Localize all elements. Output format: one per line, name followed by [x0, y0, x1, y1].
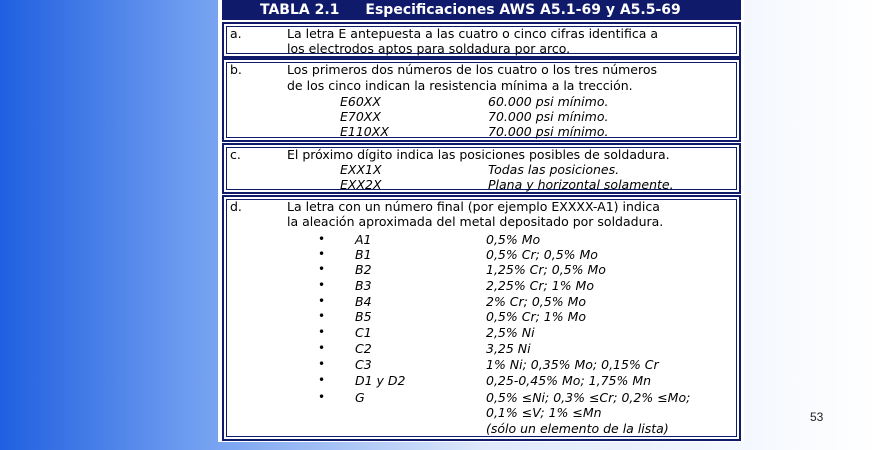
section-b-line-1: Los primeros dos números de los cuatro o los tres números [287, 62, 658, 77]
list-item-value: 1,25% Cr; 0,5% Mo [486, 262, 606, 277]
slide-background [0, 0, 218, 450]
list-bullet: • [318, 247, 326, 261]
section-d-line-1: La letra con un número final (por ejemplo EXXXX-A1) indica [287, 199, 660, 214]
section-a-line-2: los electrodos aptos para soldadura por arco. [287, 41, 571, 56]
section-a-line-1: La letra E antepuesta a las cuatro o cinco cifras identifica a [287, 26, 659, 41]
list-item-value: 2,5% Ni [486, 325, 535, 340]
list-bullet: • [318, 325, 326, 339]
table-title-label: TABLA 2.1 [260, 2, 340, 18]
list-item-value: 2,25% Cr; 1% Mo [486, 278, 594, 293]
list-item-value: 0,5% ≤Ni; 0,3% ≤Cr; 0,2% ≤Mo; [486, 390, 691, 405]
list-bullet: • [318, 309, 326, 323]
list-bullet: • [318, 341, 326, 355]
table-title-text: Especificaciones AWS A5.1-69 y A5.5-69 [365, 2, 681, 18]
section-b-code-2: E70XX [340, 109, 381, 124]
section-c-line-1: El próximo dígito indica las posiciones posibles de soldadura. [287, 147, 670, 162]
list-item-code: B5 [355, 309, 372, 324]
section-d-line-2: la aleación aproximada del metal depositado por soldadura. [287, 214, 664, 229]
section-b-value-3: 70.000 psi mínimo. [488, 124, 609, 139]
list-bullet: • [318, 294, 326, 308]
list-bullet: • [318, 373, 326, 387]
section-b-letter: b. [230, 62, 242, 77]
list-item-value: 0,5% Mo [486, 232, 541, 247]
list-item-code: C1 [355, 325, 372, 340]
list-item-code: C2 [355, 341, 372, 356]
list-extra-line-2: (sólo un elemento de la lista) [486, 421, 669, 436]
list-item-code: C3 [355, 357, 372, 372]
section-c-code-2: EXX2X [340, 177, 382, 192]
list-item-code: B4 [355, 294, 372, 309]
list-bullet: • [318, 278, 326, 292]
list-bullet: • [318, 262, 326, 276]
section-b-value-2: 70.000 psi mínimo. [488, 109, 609, 124]
section-b-value-1: 60.000 psi mínimo. [488, 94, 609, 109]
section-c-letter: c. [230, 147, 241, 162]
list-item-value: 0,5% Cr; 1% Mo [486, 309, 587, 324]
section-c-code-1: EXX1X [340, 162, 382, 177]
section-c-value-2: Plana y horizontal solamente. [488, 177, 674, 192]
list-item-value: 0,5% Cr; 0,5% Mo [486, 247, 598, 262]
section-a-letter: a. [230, 26, 242, 41]
list-bullet: • [318, 390, 326, 404]
section-b-code-1: E60XX [340, 94, 381, 109]
list-item-code: G [355, 390, 365, 405]
list-item-code: B2 [355, 262, 372, 277]
page-number: 53 [810, 410, 824, 424]
section-b-line-2: de los cinco indican la resistencia mínima a la trección. [287, 78, 633, 93]
list-item-value: 0,25-0,45% Mo; 1,75% Mn [486, 373, 652, 388]
list-item-code: A1 [355, 232, 372, 247]
list-item-value: 1% Ni; 0,35% Mo; 0,15% Cr [486, 357, 659, 372]
list-item-code: B1 [355, 247, 372, 262]
list-bullet: • [318, 357, 326, 371]
table-title-bar [222, 0, 741, 20]
section-d-letter: d. [230, 199, 242, 214]
list-extra-line-1: 0,1% ≤V; 1% ≤Mn [486, 405, 602, 420]
list-bullet: • [318, 232, 326, 246]
list-item-code: D1 y D2 [355, 373, 406, 388]
list-item-code: B3 [355, 278, 372, 293]
section-c-value-1: Todas las posiciones. [488, 162, 620, 177]
list-item-value: 3,25 Ni [486, 341, 531, 356]
section-b-code-3: E110XX [340, 124, 389, 139]
list-item-value: 2% Cr; 0,5% Mo [486, 294, 587, 309]
